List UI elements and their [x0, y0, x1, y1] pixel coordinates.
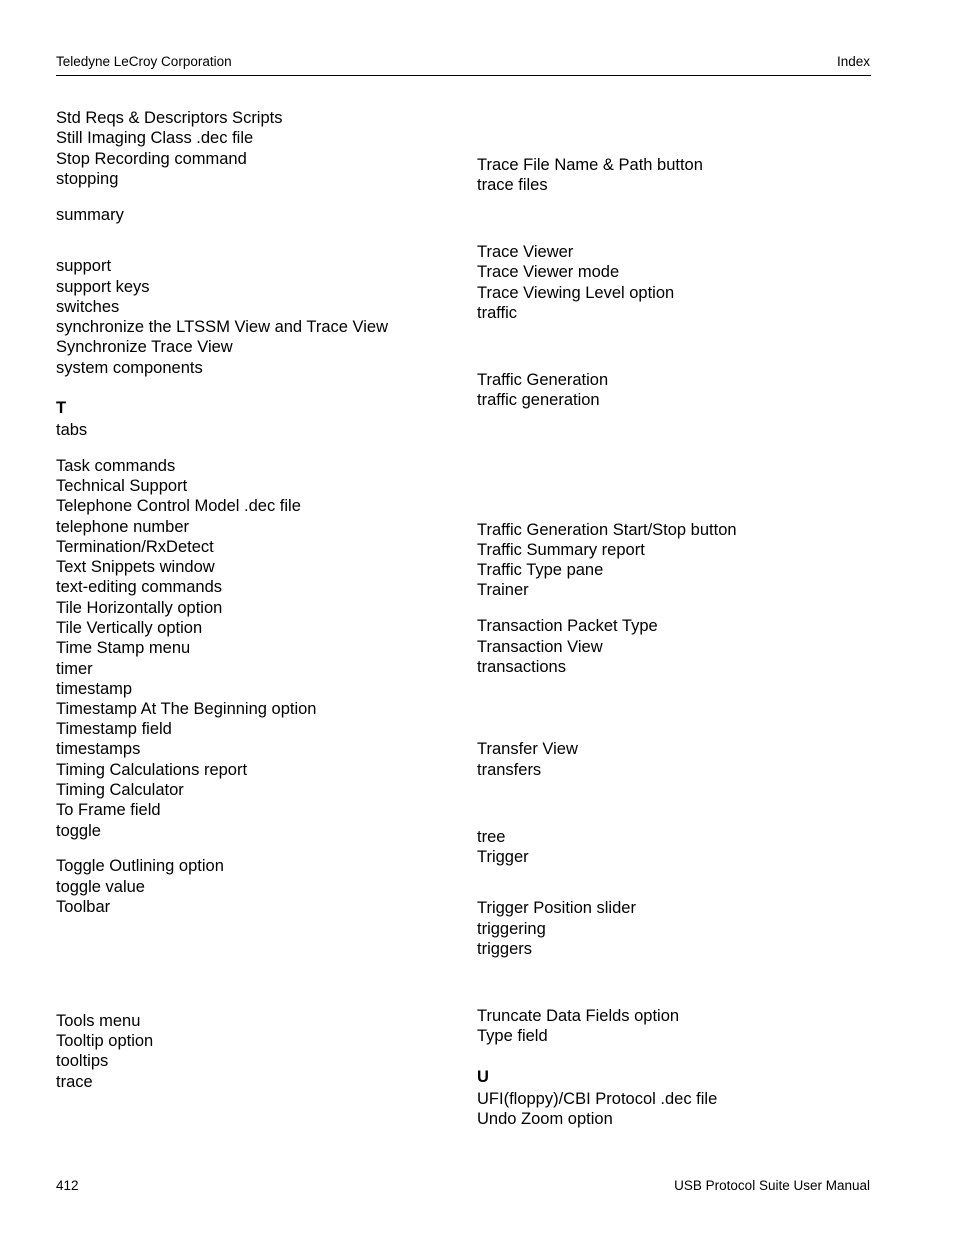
index-entry: Trace Viewer mode [477, 263, 620, 281]
index-entry: Trigger [477, 848, 529, 866]
index-entry: stopping [56, 170, 119, 188]
index-entry: Traffic Generation [477, 371, 609, 389]
index-entry: Task commands [56, 457, 176, 475]
index-entry: timer [56, 660, 93, 678]
index-entry: Timing Calculations report [56, 761, 248, 779]
index-entry: Timestamp field [56, 720, 172, 738]
running-header-section: Index [836, 54, 870, 69]
header-rule [56, 75, 871, 76]
index-entry: Transaction View [477, 638, 603, 656]
index-entry: Toolbar [56, 898, 111, 916]
index-entry: Trigger Position slider [477, 899, 636, 917]
index-entry: Timestamp At The Beginning option [56, 700, 317, 718]
index-entry: Undo Zoom option [477, 1110, 613, 1128]
index-entry: Traffic Summary report [477, 541, 645, 559]
index-entry: Std Reqs & Descriptors Scripts [56, 109, 283, 127]
index-entry: timestamp [56, 680, 133, 698]
index-entry: Technical Support [56, 477, 188, 495]
index-entry: Tile Vertically option [56, 619, 203, 637]
index-entry: Trace File Name & Path button [477, 156, 703, 174]
index-entry: To Frame field [56, 801, 161, 819]
index-section-letter: U [477, 1068, 489, 1086]
index-entry: Truncate Data Fields option [477, 1007, 680, 1025]
index-entry: Tooltip option [56, 1032, 154, 1050]
index-entry: traffic generation [477, 391, 600, 409]
index-entry: Termination/RxDetect [56, 538, 214, 556]
index-entry: trace files [477, 176, 548, 194]
index-entry: tooltips [56, 1052, 109, 1070]
index-entry: switches [56, 298, 120, 316]
index-entry: Tile Horizontally option [56, 599, 223, 617]
index-entry: toggle [56, 822, 101, 840]
index-entry: Text Snippets window [56, 558, 215, 576]
index-entry: Still Imaging Class .dec file [56, 129, 254, 147]
page-number: 412 [56, 1178, 79, 1193]
index-entry: Telephone Control Model .dec file [56, 497, 301, 515]
index-entry: Transfer View [477, 740, 578, 758]
index-entry: tabs [56, 421, 88, 439]
index-entry: transfers [477, 761, 542, 779]
index-entry: Toggle Outlining option [56, 857, 224, 875]
index-entry: Tools menu [56, 1012, 141, 1030]
index-entry: Stop Recording command [56, 150, 247, 168]
index-entry: Trainer [477, 581, 529, 599]
index-entry: UFI(floppy)/CBI Protocol .dec file [477, 1090, 718, 1108]
index-entry: Trace Viewer [477, 243, 574, 261]
index-entry: Time Stamp menu [56, 639, 191, 657]
document-title: USB Protocol Suite User Manual [674, 1178, 870, 1193]
index-entry: Type field [477, 1027, 548, 1045]
index-entry: Timing Calculator [56, 781, 184, 799]
index-entry: Synchronize Trace View [56, 338, 233, 356]
index-entry: timestamps [56, 740, 141, 758]
index-entry: transactions [477, 658, 566, 676]
index-entry: traffic [477, 304, 518, 322]
index-entry: system components [56, 359, 203, 377]
index-entry: support keys [56, 278, 150, 296]
index-entry: Trace Viewing Level option [477, 284, 675, 302]
index-entry: Transaction Packet Type [477, 617, 658, 635]
index-entry: triggers [477, 940, 533, 958]
index-entry: synchronize the LTSSM View and Trace View [56, 318, 388, 336]
index-entry: triggering [477, 920, 546, 938]
index-entry: tree [477, 828, 506, 846]
index-entry: trace [56, 1073, 93, 1091]
index-entry: support [56, 257, 112, 275]
index-entry: Traffic Type pane [477, 561, 604, 579]
index-entry: summary [56, 206, 124, 224]
running-header-publisher: Teledyne LeCroy Corporation [56, 54, 232, 69]
index-entry: Traffic Generation Start/Stop button [477, 521, 737, 539]
index-entry: telephone number [56, 518, 190, 536]
index-entry: toggle value [56, 878, 145, 896]
index-section-letter: T [56, 399, 67, 417]
index-entry: text-editing commands [56, 578, 222, 596]
